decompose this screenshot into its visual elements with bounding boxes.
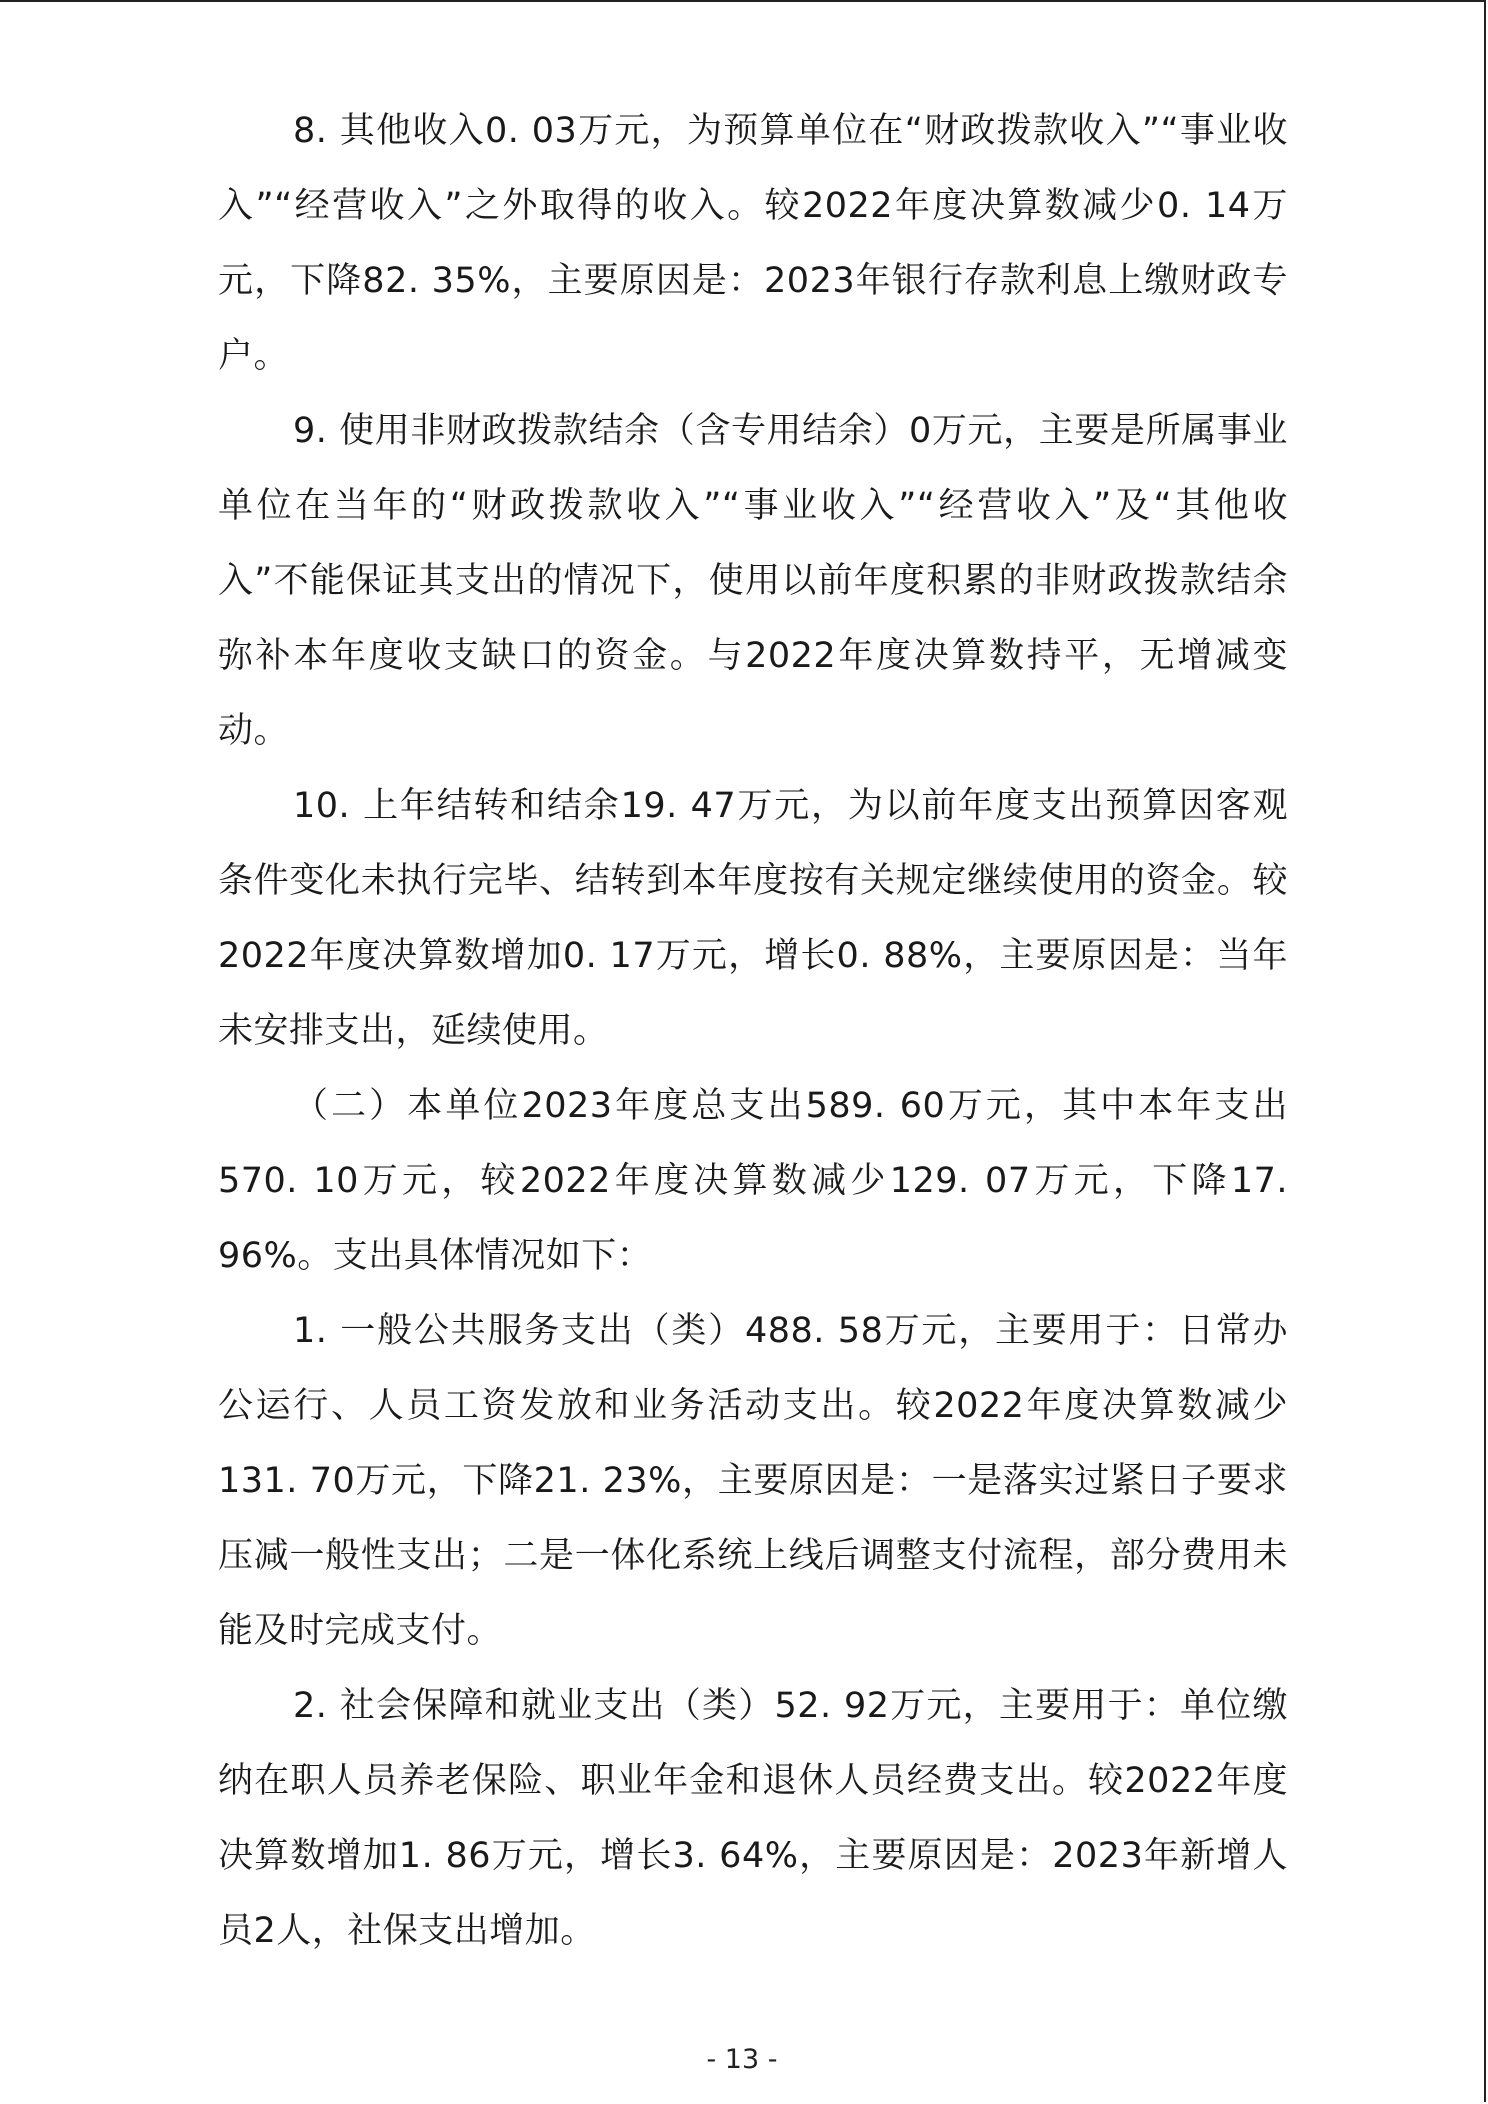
paragraph-other-income: 8. 其他收入0. 03万元，为预算单位在“财政拨款收入”“事业收入”“经营收入”之外取得的收入。较2022年度决算数减少0. 14万元，下降82. 35%，主要原因是：2023年银行存款利息上缴财政专户。 bbox=[218, 111, 1288, 376]
paragraph-non-fiscal-balance: 9. 使用非财政拨款结余（含专用结余）0万元，主要是所属事业单位在当年的“财政拨款收入”“事业收入”“经营收入”及“其他收入”不能保证其支出的情况下，使用以前年度积累的非财政拨款结余弥补本年度收支缺口的资金。与2022年度决算数持平，无增减变动。 bbox=[218, 411, 1288, 751]
body-text bbox=[218, 94, 1288, 1969]
page-number: - 13 - bbox=[706, 2044, 778, 2075]
paragraph-total-expenditure: （二）本单位2023年度总支出589. 60万元，其中本年支出570. 10万元，较2022年度决算数减少129. 07万元，下降17. 96%。支出具体情况如下： bbox=[218, 1086, 1288, 1276]
paragraph-public-service-expenditure: 1. 一般公共服务支出（类）488. 58万元，主要用于：日常办公运行、人员工资发放和业务活动支出。较2022年度决算数减少131. 70万元，下降21. 23%，主要原因是：一是落实过紧日子要求压减一般性支出；二是一体化系统上线后调整支付流程，部分费用未能及时完成支付。 bbox=[218, 1311, 1288, 1651]
paragraph-carryover-balance: 10. 上年结转和结余19. 47万元，为以前年度支出预算因客观条件变化未执行完毕、结转到本年度按有关规定继续使用的资金。较2022年度决算数增加0. 17万元，增长0. 88%，主要原因是：当年未安排支出，延续使用。 bbox=[218, 786, 1288, 1051]
paragraph-social-security-expenditure: 2. 社会保障和就业支出（类）52. 92万元，主要用于：单位缴纳在职人员养老保险、职业年金和退休人员经费支出。较2022年度决算数增加1. 86万元，增长3. 64%，主要原因是：2023年新增人员2人，社保支出增加。 bbox=[218, 1686, 1288, 1951]
